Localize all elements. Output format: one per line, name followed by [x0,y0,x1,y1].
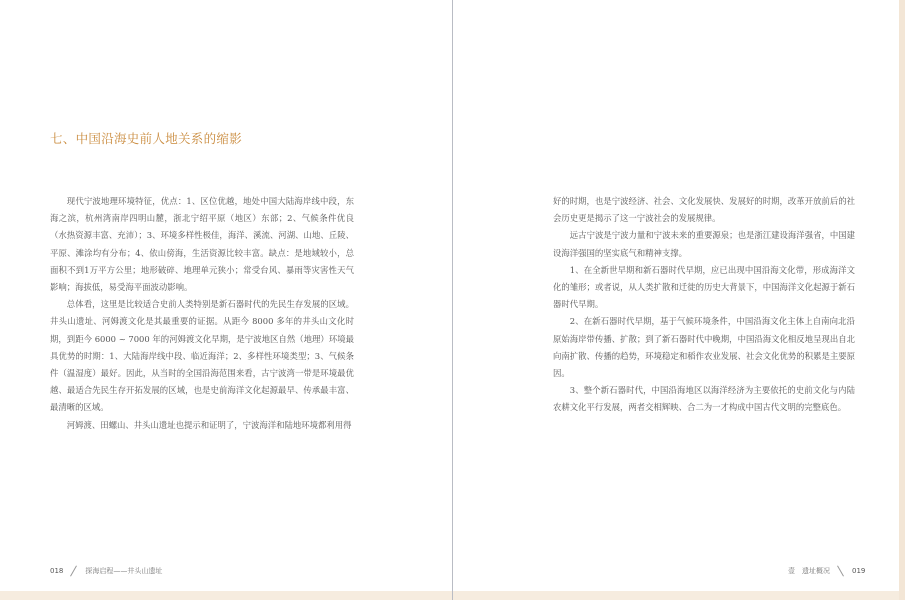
right-paragraph-3: 1、在全新世早期和新石器时代早期，应已出现中国沿海文化带，形成海洋文化的雏形；或者说，从人类扩散和迁徙的历史大背景下，中国海洋文化起源于新石器时代早期。 [553,264,855,310]
right-body-text [553,193,855,417]
page-edge [899,0,905,600]
chapter-title: 七、中国沿海史前人地关系的缩影 [50,131,243,146]
section-label: 壹 遗址概况 [788,567,830,575]
folio-divider-icon [836,566,846,576]
left-page-number: 018 [50,567,64,575]
right-paragraph-4: 2、在新石器时代早期，基于气候环境条件，中国沿海文化主体上自南向北沿原始海岸带传播、扩散；到了新石器时代中晚期，中国沿海文化相反地呈现出自北向南扩散、传播的趋势，环境稳定和稻作农业发展、社会文化优势的积累是主要原因。 [553,316,855,379]
left-body-text [50,193,354,434]
left-paragraph-2: 总体看，这里是比较适合史前人类特别是新石器时代的先民生存发展的区域。井头山遗址、河姆渡文化是其最重要的证据。从距今 8000 多年的井头山文化时期，到距今 6000 ~ 7000 年的河姆渡文化早期，是宁波地区自然（地理）环境最具优势的时期：1、大陆海岸线中段、临近海洋；2、多样性环境类型；3、气候条件（温湿度）最好。因此，从当时的全国沿海范围来看，古宁波湾一带是环境最优越、最适合先民生存开拓发展的区域，也是史前海洋文化起源最早、传承最丰富、最清晰的区域。 [50,299,354,413]
left-paragraph-3: 河姆渡、田螺山、井头山遗址也提示和证明了，宁波海洋和陆地环境都利用得 [66,419,352,430]
book-title: 探海启程——井头山遗址 [85,567,163,575]
folio-divider-icon [69,566,79,576]
left-paragraph-1: 现代宁波地理环境特征，优点：1、区位优越，地处中国大陆海岸线中段，东海之滨，杭州湾南岸四明山麓，浙北宁绍平原（地区）东部；2、气候条件优良（水热资源丰富、充沛）；3、环境多样性极佳，海洋、溪流、河湖、山地、丘陵、平原、滩涂均有分布；4、依山傍海，生活资源比较丰富。缺点：是地域较小，总面积不到1万平方公里；地形破碎、地理单元狭小；常受台风、暴雨等灾害性天气影响；海拔低，易受海平面波动影响。 [50,196,354,293]
left-page [0,0,452,591]
right-folio [788,566,865,576]
right-paragraph-5: 3、整个新石器时代，中国沿海地区以海洋经济为主要依托的史前文化与内陆农耕文化平行发展，两者交相辉映、合二为一才构成中国古代文明的完整底色。 [553,385,855,413]
right-paragraph-1: 好的时期，也是宁波经济、社会、文化发展快、发展好的时期，改革开放前后的社会历史更是揭示了这一宁波社会的发展规律。 [553,196,855,224]
left-folio [50,566,162,576]
right-paragraph-2: 远古宁波是宁波力量和宁波未来的重要源泉；也是浙江建设海洋强省，中国建设海洋强国的坚实底气和精神支撑。 [553,230,855,258]
right-page-number: 019 [852,567,866,575]
